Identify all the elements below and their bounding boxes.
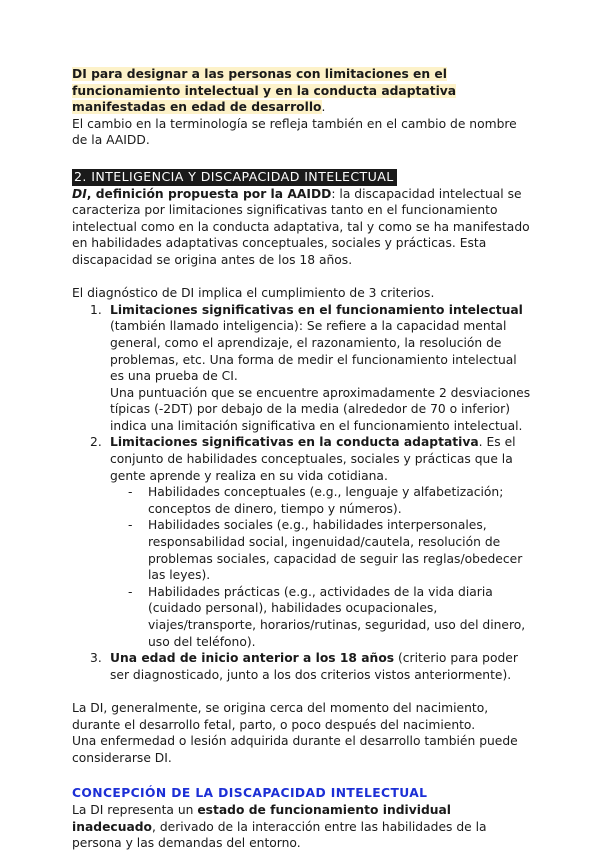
criterion-text: . Es el conjunto de habilidades conceptuales, sociales y prácticas que la gente aprende y realiza en su vida cotidiana. — [110, 435, 516, 483]
criterion-title: Una edad de inicio anterior a los 18 años — [110, 651, 395, 666]
criterion-extra: Una puntuación que se encuentre aproximadamente 2 desviaciones típicas (-2DT) por debajo de la media (alrededor de 70 o inferior) indica una limitación significativa en el funcionamiento intelectual. — [110, 385, 531, 433]
skill-text: Habilidades prácticas (e.g., actividades de la vida diaria (cuidado personal), habilidades ocupacionales, viajes/transporte, horarios/rutinas, seguridad, uso del dinero, uso del teléfono). — [148, 584, 526, 649]
concepcion-paragraph — [72, 802, 534, 852]
list-item — [128, 517, 534, 583]
concepcion-text-after: , derivado de la interacción entre las habilidades de la persona y las demandas del entorno. — [72, 819, 487, 851]
skill-text: Habilidades sociales (e.g., habilidades interpersonales, responsabilidad social, ingenuidad/cautela, resolución de problemas sociales, capacidad de seguir las reglas/obedecer las leyes). — [148, 518, 523, 583]
terminology-paragraph: El cambio en la terminología se refleja también en el cambio de nombre de la AAIDD. — [72, 116, 517, 148]
criterion-number: 2. — [90, 435, 102, 450]
intro-paragraph — [72, 66, 534, 116]
origin-paragraph: La DI, generalmente, se origina cerca del momento del nacimiento, durante el desarrollo fetal, parto, o poco después del nacimiento. — [72, 700, 489, 732]
section-heading-concepcion: CONCEPCIÓN DE LA DISCAPACIDAD INTELECTUAL — [72, 786, 428, 801]
criterion-title: Limitaciones significativas en la conducta adaptativa — [110, 435, 479, 450]
list-item — [128, 584, 534, 650]
criteria-list — [72, 302, 534, 684]
definition-text: : la discapacidad intelectual se caracteriza por limitaciones significativas tanto en el funcionamiento intelectual como en la conducta adaptativa, tal y como se ha manifestado en habilidades adaptativas conceptuales, sociales y prácticas. Esta discapacidad se origina antes de los 18 años. — [72, 186, 530, 267]
skills-list — [110, 484, 534, 650]
definition-paragraph — [72, 186, 534, 269]
dash-marker: - — [128, 518, 133, 533]
definition-label-italic: DI — [72, 186, 87, 201]
list-item — [128, 484, 534, 517]
dash-marker: - — [128, 485, 133, 500]
definition-label: , definición propuesta por la AAIDD — [86, 186, 332, 201]
criterion-number: 3. — [90, 651, 102, 666]
skill-text: Habilidades conceptuales (e.g., lenguaje y alfabetización; conceptos de dinero, tiempo y números). — [148, 485, 504, 516]
acquired-paragraph: Una enfermedad o lesión adquirida durante el desarrollo también puede considerarse DI. — [72, 734, 518, 765]
criterion-text: (también llamado inteligencia): Se refiere a la capacidad mental general, como el aprendizaje, el razonamiento, la resolución de problemas, etc. Una forma de medir el funcionamiento intelectual es una prueba de CI. — [110, 319, 517, 384]
concepcion-bold: estado de funcionamiento individual inadecuado — [72, 802, 452, 834]
criterion-title: Limitaciones significativas en el funcionamiento intelectual — [110, 302, 523, 317]
criteria-intro: El diagnóstico de DI implica el cumplimiento de 3 criterios. — [72, 286, 435, 301]
criterion-item — [90, 650, 534, 683]
criterion-item — [90, 302, 534, 435]
criterion-text: (criterio para poder ser diagnosticado, junto a los dos criterios vistos anteriormente). — [110, 651, 518, 682]
concepcion-text-before: La DI representa un — [72, 802, 198, 817]
intro-highlight-end: . — [321, 100, 326, 115]
criterion-number: 1. — [90, 302, 102, 317]
dash-marker: - — [128, 584, 133, 599]
section-heading-inteligencia: 2. INTELIGENCIA Y DISCAPACIDAD INTELECTUAL — [72, 169, 397, 186]
intro-highlight: DI para designar a las personas con limitaciones en el funcionamiento intelectual y en la conducta adaptativa manifestadas en edad de desarrollo — [72, 67, 457, 115]
criterion-item — [90, 434, 534, 650]
